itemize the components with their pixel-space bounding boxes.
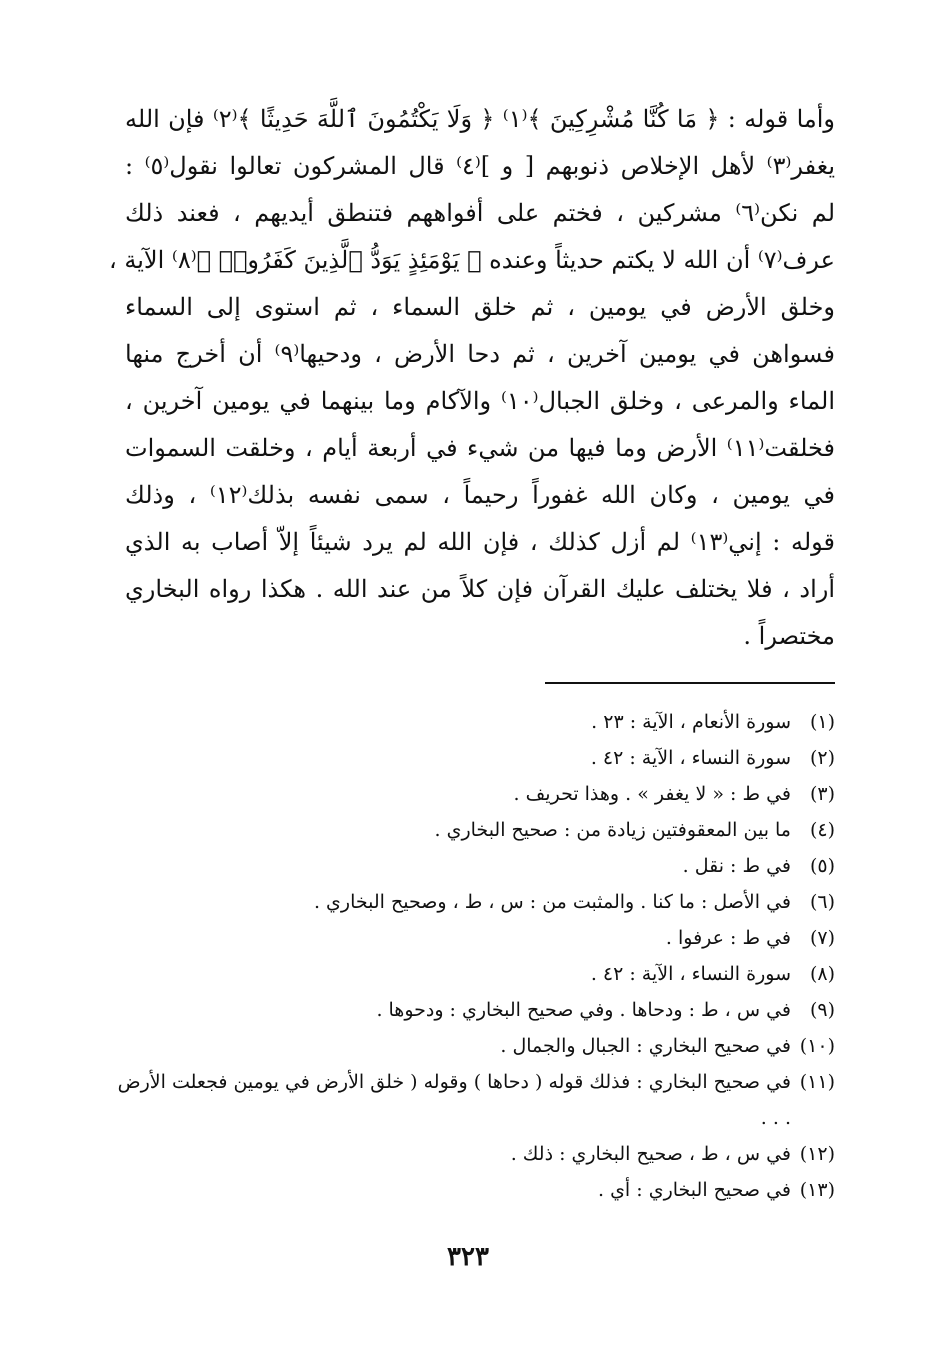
footnote <box>110 704 835 740</box>
text-line: في يومين ، وكان الله غفوراً رحيماً ، سمى نفسه بذلك⁽١٢⁾ ، وذلك <box>125 481 836 509</box>
text-line: فسواهن في يومين آخرين ، ثم دحا الأرض ، ودحيها⁽٩⁾ أن أخرج منها <box>125 340 835 368</box>
footnote-text: ما بين المعقوفتين زيادة من : صحيح البخاري . <box>434 819 791 841</box>
footnote-text: في ط : عرفوا . <box>665 927 791 949</box>
footnote-text: سورة الأنعام ، الآية : ٢٣ . <box>591 711 791 733</box>
footnote-number: (١٢) <box>799 1143 835 1165</box>
footnote <box>110 776 835 812</box>
footnote-number: (١٠) <box>799 1035 835 1057</box>
footnote <box>110 992 835 1028</box>
text-line: عرف⁽٧⁾ أن الله لا يكتم حديثاً وعنده ﴿ يَوْمَئِذٍ يَوَدُّ ٱلَّذِينَ كَفَرُوا۟ ﴾⁽٨⁾ الآية ، <box>109 246 835 274</box>
footnote-number: (١) <box>809 711 835 733</box>
footnotes <box>110 704 835 1208</box>
footnote-text: في س ، ط : ودحاها . وفي صحيح البخاري : ودحوها . <box>376 999 791 1021</box>
footnote-text: في ط : نقل . <box>682 855 791 877</box>
text-line: أراد ، فلا يختلف عليك القرآن فإن كلاً من عند الله . هكذا رواه البخاري <box>125 575 835 603</box>
footnote <box>110 956 835 992</box>
footnote <box>110 1028 835 1064</box>
footnote-text: في صحيح البخاري : الجبال والجمال . <box>500 1035 791 1057</box>
footnote-number: (٣) <box>809 783 835 805</box>
main-text <box>109 96 836 660</box>
footnote-text: في س ، ط ، صحيح البخاري : ذلك . <box>510 1143 791 1165</box>
text-line: وأما قوله : ﴿ مَا كُنَّا مُشْرِكِينَ ﴾⁽١⁾ ﴿ وَلَا يَكْتُمُونَ ٱللَّهَ حَدِيثًا ﴾⁽٢⁾ فإن الله <box>125 105 835 133</box>
footnote-number: (٧) <box>809 927 835 949</box>
footnote-number: (٥) <box>809 855 835 877</box>
footnote <box>110 1064 835 1136</box>
footnote-text: في ط : « لا يغفر » . وهذا تحريف . <box>513 783 791 805</box>
footnote-text: سورة النساء ، الآية : ٤٢ . <box>590 963 791 985</box>
text-line: وخلق الأرض في يومين ، ثم خلق السماء ، ثم استوى إلى السماء <box>125 293 835 321</box>
footnote-number: (٩) <box>809 999 835 1021</box>
footnote <box>110 848 835 884</box>
text-line: مختصراً . <box>743 622 835 650</box>
footnote-text: سورة النساء ، الآية : ٤٢ . <box>590 747 791 769</box>
text-line: قوله : إني⁽١٣⁾ لم أزل كذلك ، فإن الله لم يرد شيئاً إلاّ أصاب به الذي <box>125 528 835 556</box>
footnote-text: في صحيح البخاري : فذلك قوله ( دحاها ) وقوله ( خلق الأرض في يومين فجعلت الأرض . . . <box>117 1071 791 1129</box>
footnote-number: (٢) <box>809 747 835 769</box>
footnote <box>110 812 835 848</box>
footnote <box>110 884 835 920</box>
footnote-text: في الأصل : ما كنا . والمثبت من : س ، ط ، وصحيح البخاري . <box>313 891 791 913</box>
footnote-text: في صحيح البخاري : أي . <box>597 1179 791 1201</box>
footnote-number: (١١) <box>799 1071 835 1093</box>
footnote <box>110 1172 835 1208</box>
text-line: الماء والمرعى ، وخلق الجبال⁽١٠⁾ والآكام وما بينهما في يومين آخرين ، <box>125 387 836 415</box>
footnote-number: (٤) <box>809 819 835 841</box>
footnote <box>110 920 835 956</box>
footnote-number: (٦) <box>809 891 835 913</box>
footnote-separator <box>545 682 835 684</box>
text-line: لم نكن⁽٦⁾ مشركين ، فختم على أفواههم فتنطق أيديهم ، فعند ذلك <box>125 199 836 227</box>
footnote <box>110 740 835 776</box>
footnote-number: (٨) <box>809 963 835 985</box>
text-line: فخلقت⁽١١⁾ الأرض وما فيها من شيء في أربعة أيام ، وخلقت السموات <box>125 434 835 462</box>
page-number: ٣٢٣ <box>447 1242 489 1272</box>
text-line: يغفر⁽٣⁾ لأهل الإخلاص ذنوبهم [ و ]⁽٤⁾ قال المشركون تعالوا نقول⁽٥⁾ : <box>125 152 836 180</box>
footnote-number: (١٣) <box>799 1179 835 1201</box>
footnote <box>110 1136 835 1172</box>
